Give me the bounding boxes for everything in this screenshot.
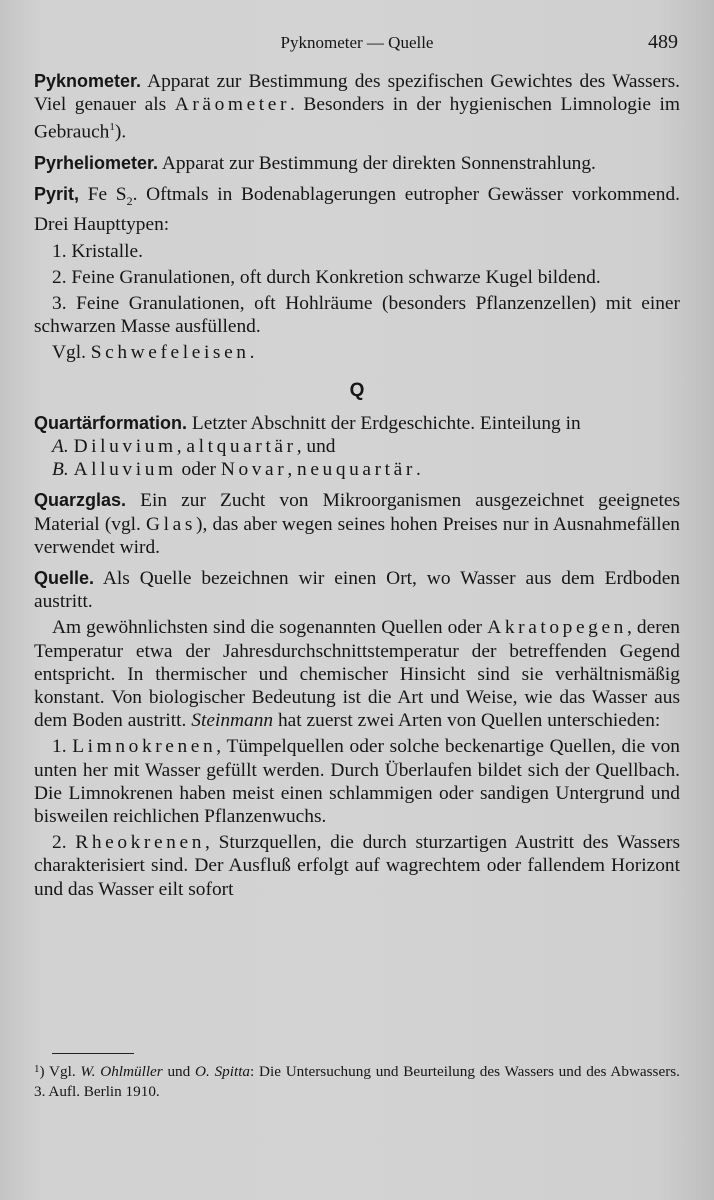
punctuation: . bbox=[415, 459, 421, 481]
cross-reference: Glas bbox=[146, 513, 196, 535]
see-also-label: Vgl. bbox=[52, 342, 91, 364]
footnote bbox=[34, 1059, 680, 1102]
spaced-term: Diluvium bbox=[73, 435, 177, 457]
entry-text: Apparat zur Bestimmung des spezifischen Gewichtes des Wassers. Viel genauer als bbox=[34, 71, 680, 116]
entry-text: Als Quelle bezeichnen wir einen Ort, wo Wasser aus dem Erdboden austritt. bbox=[34, 568, 680, 613]
page-header bbox=[0, 33, 714, 57]
spaced-term: neuquartär bbox=[297, 459, 416, 481]
chemical-formula: Fe S bbox=[79, 184, 127, 206]
running-title: Pyknometer — Quelle bbox=[280, 33, 434, 52]
footnote-rule bbox=[52, 1053, 134, 1054]
entry-text: oder bbox=[176, 459, 221, 481]
entry-text: ), das aber wegen seines hohen Preises nur in Ausnahmefällen verwendet wird. bbox=[34, 513, 680, 558]
see-also bbox=[34, 341, 680, 364]
cross-reference: Schwefeleisen bbox=[90, 342, 250, 364]
list-item: 3. Feine Granulationen, oft Hohlräume (besonders Pflanzenzellen) mit einer schwarzen Masse ausfüllend. bbox=[34, 292, 680, 338]
item-label: A. bbox=[52, 435, 69, 457]
punctuation: . bbox=[249, 342, 255, 364]
paragraph bbox=[34, 735, 680, 828]
entry-headword: Pyknometer. bbox=[34, 71, 142, 91]
section-letter: Q bbox=[349, 379, 365, 401]
entry-text: . Oftmals in Bodenablagerungen eutropher Gewässer vorkommend. Drei Haupttypen: bbox=[34, 184, 680, 236]
entry-text: . Besonders in der hygienischen Limnologie im Gebrauch bbox=[34, 94, 680, 143]
entry-headword: Pyrit, bbox=[34, 184, 80, 205]
punctuation: , und bbox=[296, 435, 336, 457]
list-item bbox=[34, 458, 680, 481]
item-number: 1. bbox=[52, 736, 73, 758]
entry-text: ). bbox=[114, 121, 127, 143]
footnote-text: ) Vgl. bbox=[39, 1063, 81, 1080]
item-label: B. bbox=[52, 459, 69, 481]
entry-text: Ein zur Zucht von Mikroorganismen ausgezeichnet geeignetes Material (vgl. bbox=[34, 490, 680, 535]
entry-pyknometer bbox=[34, 70, 680, 144]
footnote-text: : Die Untersuchung und Beurteilung des Wassers und des Abwassers. 3. Aufl. Berlin 1910. bbox=[34, 1063, 680, 1100]
punctuation: , bbox=[176, 435, 187, 457]
entry-quelle bbox=[34, 567, 680, 613]
page-body bbox=[34, 70, 680, 901]
entry-text: Apparat zur Bestimmung der direkten Sonnenstrahlung. bbox=[158, 153, 596, 175]
paragraph-text: , deren Temperatur etwa der Jahresdurchschnittstemperatur der betreffenden Gegend entspricht. In thermischer und chemischer Hinsicht sind sie verhältnismäßig konstant. Von biologischer Bedeutung ist die Art und Weise, wie das Wasser aus dem Boden austritt. bbox=[34, 617, 680, 732]
paragraph-text: hat zuerst zwei Arten von Quellen unterschieden: bbox=[273, 710, 661, 732]
item-number: 2. bbox=[52, 832, 76, 854]
spaced-term: Rheokrenen bbox=[75, 832, 205, 854]
footnote-text: und bbox=[162, 1063, 196, 1080]
list-item: 1. Kristalle. bbox=[52, 240, 144, 262]
author-name: Steinmann bbox=[191, 710, 274, 732]
spaced-term: Limnokrenen bbox=[72, 736, 217, 758]
spaced-term: Akratopegen bbox=[487, 617, 627, 639]
formula-subscript: 2 bbox=[126, 194, 133, 209]
entry-pyrheliometer bbox=[34, 152, 680, 175]
list-item: 2. Feine Granulationen, oft durch Konkretion schwarze Kugel bildend. bbox=[52, 266, 601, 288]
paragraph bbox=[34, 831, 680, 901]
spaced-term: Novar bbox=[220, 459, 288, 481]
paragraph-text: , Sturzquellen, die durch sturzartigen Austritt des Wassers charakterisiert sind. Der Ausfluß erfolgt auf wagrechtem oder fallendem Horizont und das Wasser eilt sofort bbox=[34, 832, 680, 900]
spaced-term: altquartär bbox=[186, 435, 297, 457]
footnote-reference: 1 bbox=[109, 121, 115, 134]
spaced-term: Alluvium bbox=[73, 459, 177, 481]
entry-headword: Quarzglas. bbox=[34, 490, 127, 511]
entry-quartaerformation bbox=[34, 412, 680, 435]
entry-headword: Pyrheliometer. bbox=[34, 153, 159, 174]
punctuation: , bbox=[287, 459, 298, 481]
entry-text: Letzter Abschnitt der Erdgeschichte. Einteilung in bbox=[187, 412, 581, 434]
cross-reference: Aräometer bbox=[174, 94, 291, 116]
entry-pyrit bbox=[34, 183, 680, 236]
footnote-number: 1 bbox=[34, 1063, 40, 1075]
author-name: W. Ohlmüller bbox=[80, 1063, 163, 1080]
entry-quarzglas bbox=[34, 489, 680, 559]
author-name: O. Spitta bbox=[195, 1063, 251, 1080]
entry-headword: Quartärformation. bbox=[34, 412, 188, 433]
entry-headword: Quelle. bbox=[34, 568, 95, 588]
paragraph-text: Am gewöhnlichsten sind die sogenannten Quellen oder bbox=[52, 617, 488, 639]
paragraph bbox=[34, 616, 680, 732]
list-item bbox=[34, 435, 680, 458]
page-number: 489 bbox=[648, 31, 678, 53]
paragraph-text: , Tümpelquellen oder solche beckenartige Quellen, die von unten her mit Wasser gefüllt werden. Durch Überlaufen bildet sich der Quellbach. Die Limnokrenen haben meist einen schlammigen oder sandigen Untergrund und bisweilen reichlichen Pflanzenwuchs. bbox=[34, 736, 681, 828]
